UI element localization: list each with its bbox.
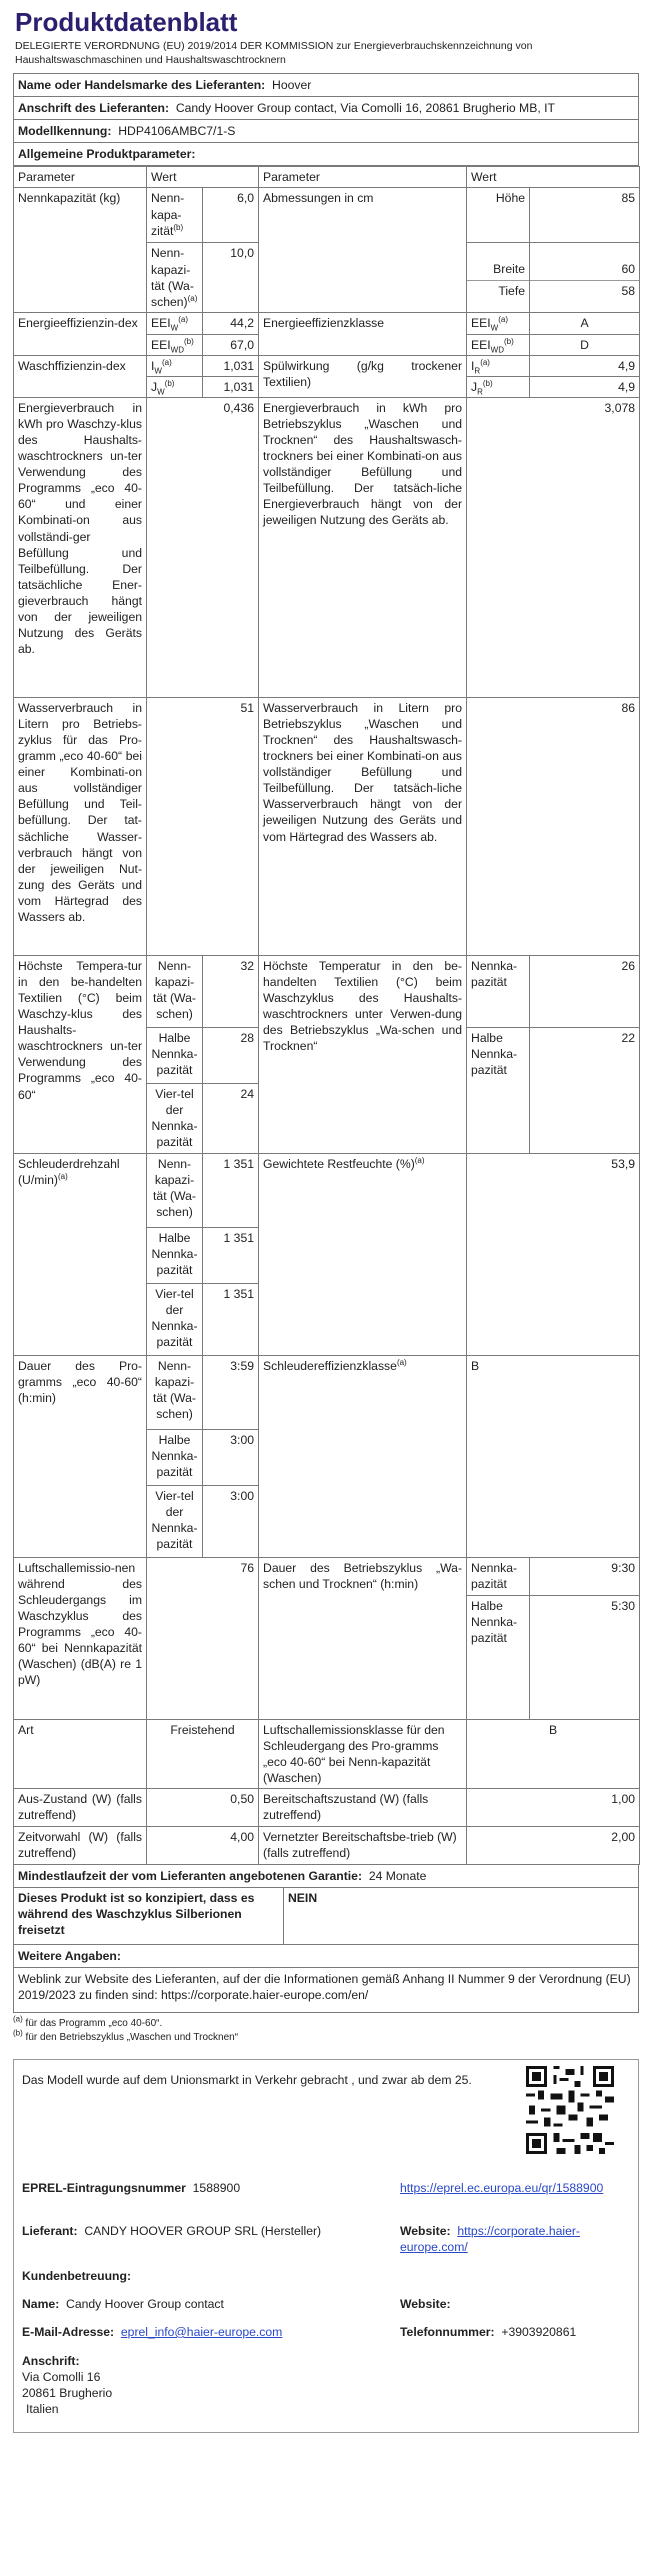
supplier-value: CANDY HOOVER GROUP SRL (Hersteller)	[84, 2223, 322, 2238]
spin-label: Schleuderdrehzahl $(U/\min)^{(a)}$	[14, 1153, 147, 1355]
dur3-label: Vier-tel der Nennka-pazität	[147, 1485, 203, 1557]
eprel-row	[22, 2180, 240, 2196]
iw-val: 1,031	[203, 355, 259, 376]
more-info-text: Weblink zur Website des Lieferanten, auf der die Informationen gemäß Anhang II Nummer 9 der Verordnung (EU) 2019/2023 zu finden sind: https://corporate.haier-europe.com/en/	[13, 1968, 639, 2013]
temp-w2-label: Halbe Nennka-pazität	[147, 1027, 203, 1083]
cycledur2-label: Halbe Nennka-pazität	[467, 1595, 530, 1719]
model-value: HDP4106AMBC7/1-S	[118, 124, 236, 139]
name-value: Candy Hoover Group contact	[66, 2296, 224, 2311]
spin3-val: 1 351	[203, 1283, 259, 1355]
network-label: Vernetzter Bereitschaftsbe-trieb (W) (falls zutreffend)	[259, 1827, 467, 1865]
phone-value: +3903920861	[501, 2324, 577, 2339]
params-table	[13, 166, 640, 1865]
energy-wash-text: Energieverbrauch in kWh pro Waschzy-klus des Haushalts-waschtrockners un-ter Verwendung des Programms „eco 40-60“ und einer Kombinati-on aus vollständi-ger Befüllung und Teilbefüllung. Der tatsächliche Ener-gieverbrauch hängt von der jeweiligen Nutzung des Geräts ab.	[14, 397, 147, 697]
temp-w2-val: 28	[203, 1027, 259, 1083]
spin2-label: Halbe Nennka-pazität	[147, 1227, 203, 1283]
capacity-val1: 6,0	[203, 188, 259, 243]
more-info-row	[13, 1945, 639, 1968]
warranty-label: Mindestlaufzeit der vom Lieferanten angebotenen Garantie:	[18, 1869, 363, 1884]
eeiwd-val: 67,0	[203, 334, 259, 355]
brand-row	[13, 73, 639, 97]
network-val: 2,00	[467, 1827, 640, 1865]
capacity-val2: 10,0	[203, 243, 259, 313]
eei-label: Energieeffizienzin-dex	[14, 313, 147, 355]
qr-code-icon	[526, 2066, 614, 2154]
eeiw-label: $EEI_W^{(a)}$	[147, 313, 203, 334]
header-value-2: Wert	[467, 167, 640, 188]
card-address-label: Anschrift:	[22, 2353, 80, 2368]
address-row	[13, 97, 639, 120]
card-address-line-3: Italien	[26, 2401, 59, 2416]
type-label: Art	[14, 1719, 147, 1788]
silver-value: NEIN	[284, 1888, 639, 1944]
footnote-a: $^{(a)}$ für das Programm „eco 40-60“.	[13, 2014, 163, 2029]
spin3-label: Vier-tel der Nennka-pazität	[147, 1283, 203, 1355]
water-cycle-text: Wasserverbrauch in Litern pro Betriebszyklus „Waschen und Trocknen“ des Haushaltswasch-trockners bei einer Kombinati-on aus vollständiger Befüllung und Teilbefüllung. Der tatsäch-liche Wasserverbrauch hängt von der jeweiligen Nutzung des Geräts und vom Härtegrad des Wassers ab.	[259, 697, 467, 955]
jw-label: $J_W^{(b)}$	[147, 376, 203, 397]
jw-val: 1,031	[203, 376, 259, 397]
moist-label: Gewichtete Restfeuchte (%)$^{(a)}$	[259, 1153, 467, 1355]
temp-cycle-text: Höchste Temperatur in den be-handelten Textilien (°C) beim Waschzyklus des Haushalts-waschtrockners unter Verwen-dung des Betriebszyklus „Wa-schen und Trocknen“	[259, 955, 467, 1153]
temp-c2-label: Halbe Nennka-pazität	[467, 1027, 530, 1153]
capacity-label: Nennkapazität (kg)	[14, 188, 147, 313]
water-wash-text: Wasserverbrauch in Litern pro Betriebs-zyklus für das Pro-gramm „eco 40-60“ bei einer Kombinati-on aus vollständiger Befüllung und Teil-befüllung. Der tat-sächliche Wasser-verbrauch hängt von der jeweiligen Nut-zung des Geräts und vom Härtegrad des Wassers ab.	[14, 697, 147, 955]
silver-label: Dieses Produkt ist so konzipiert, dass es während des Waschzyklus Silberionen freisetzt	[14, 1888, 284, 1944]
support-label: Kundenbetreuung:	[22, 2268, 131, 2283]
cycle-duration-label: Dauer des Betriebszyklus „Wa-schen und Trocknen“ (h:min)	[259, 1557, 467, 1719]
website-link[interactable]: https://corporate.haier-europe.com/	[400, 2223, 580, 2254]
eprel-link[interactable]: https://eprel.ec.europa.eu/qr/1588900	[400, 2180, 604, 2195]
energy-cycle-val: 3,078	[467, 397, 640, 697]
name-label: Name:	[22, 2296, 60, 2311]
website2-label: Website:	[400, 2296, 451, 2311]
eeclass-wd-val: D	[530, 334, 640, 355]
moist-val: 53,9	[467, 1153, 640, 1355]
page-subtitle: DELEGIERTE VERORDNUNG (EU) 2019/2014 DER KOMMISSION zur Energieverbrauchskennzeichnung von Haushaltswaschmaschinen und Haushaltswaschtrocknern	[15, 39, 533, 66]
off-label: Aus-Zustand (W) (falls zutreffend)	[14, 1789, 147, 1827]
noise-val: 76	[147, 1557, 259, 1719]
email-label: E-Mail-Adresse:	[22, 2324, 115, 2339]
dur1-val: 3:59	[203, 1355, 259, 1429]
temp-c1-val: 26	[530, 955, 640, 1027]
water-cycle-val: 86	[467, 697, 640, 955]
temp-w1-label: Nenn-kapazi-tät (Wa-schen)	[147, 955, 203, 1027]
height-label: Höhe	[467, 188, 530, 243]
eeiw-val: 44,2	[203, 313, 259, 334]
supplier-label: Lieferant:	[22, 2223, 78, 2238]
duration-label: Dauer des Pro-gramms „eco 40-60“ (h:min)	[14, 1355, 147, 1557]
rinse-label: Spülwirkung (g/kg trockener Textilien)	[259, 355, 467, 397]
contact-name-row	[22, 2296, 224, 2312]
dur3-val: 3:00	[203, 1485, 259, 1557]
eprel-card	[13, 2059, 639, 2433]
delay-label: Zeitvorwahl (W) (falls zutreffend)	[14, 1827, 147, 1865]
website-label: Website:	[400, 2223, 451, 2238]
dur2-val: 3:00	[203, 1429, 259, 1485]
cycledur1-val: 9:30	[530, 1557, 640, 1595]
page-title: Produktdatenblatt	[15, 7, 238, 37]
spin1-val: 1 351	[203, 1153, 259, 1227]
website-row	[400, 2223, 620, 2255]
eeclass-w-label: $EEI_W^{(a)}$	[467, 313, 530, 334]
standby-label: Bereitschaftszustand (W) (falls zutreffend)	[259, 1789, 467, 1827]
card-address-line-1: Via Comolli 16	[22, 2369, 101, 2384]
temp-c2-val: 22	[530, 1027, 640, 1153]
delay-val: 4,00	[147, 1827, 259, 1865]
header-param-1: Parameter	[14, 167, 147, 188]
dur1-label: Nenn-kapazi-tät (Wa-schen)	[147, 1355, 203, 1429]
jr-val: 4,9	[530, 376, 640, 397]
model-label: Modellkennung:	[18, 124, 112, 139]
brand-value: Hoover	[272, 77, 312, 92]
spinclass-val: B	[467, 1355, 640, 1557]
spin1-label: Nenn-kapazi-tät (Wa-schen)	[147, 1153, 203, 1227]
temp-w3-val: 24	[203, 1083, 259, 1153]
market-intro: Das Modell wurde auf dem Unionsmarkt in Verkehr gebracht , und zwar ab dem 25.	[22, 2072, 472, 2087]
brand-label: Name oder Handelsmarke des Lieferanten:	[18, 77, 266, 92]
address-value: Candy Hoover Group contact, Via Comolli 16, 20861 Brugherio MB, IT	[175, 101, 555, 116]
datasheet	[13, 8, 639, 2433]
temp-c1-label: Nennka-pazität	[467, 955, 530, 1027]
temp-wash-text: Höchste Tempera-tur in den be-handelten Textilien (°C) beim Waschzy-klus des Haushalts-waschtrockners un-ter Verwendung des Programms „eco 40-60“	[14, 955, 147, 1153]
spinclass-label: Schleudereffizienzklasse$^{(a)}$	[259, 1355, 467, 1557]
eeclass-w-val: A	[530, 313, 640, 334]
general-params-row	[13, 143, 639, 166]
off-val: 0,50	[147, 1789, 259, 1827]
eeiwd-label: $EEI_{WD}^{(b)}$	[147, 334, 203, 355]
footnotes	[13, 2014, 639, 2045]
address-label: Anschrift des Lieferanten:	[18, 101, 170, 116]
eeclass-wd-label: $EEI_{WD}^{(b)}$	[467, 334, 530, 355]
wash-label: Waschffizienzin-dex	[14, 355, 147, 397]
energy-wash-val: 0,436	[147, 397, 259, 697]
cycledur2-val: 5:30	[530, 1595, 640, 1719]
more-info-label: Weitere Angaben:	[18, 1948, 121, 1963]
dims-label: Abmessungen in cm	[259, 188, 467, 313]
iw-label: $I_W^{(a)}$	[147, 355, 203, 376]
height-val: 85	[530, 188, 640, 243]
phone-label: Telefonnummer:	[400, 2324, 495, 2339]
cycledur1-label: Nennka-pazität	[467, 1557, 530, 1595]
width-depth-labels: Breite Tiefe	[467, 243, 530, 313]
email-row	[22, 2324, 282, 2340]
standby-val: 1,00	[467, 1789, 640, 1827]
temp-w3-label: Vier-tel der Nennka-pazität	[147, 1083, 203, 1153]
capacity-sub1: Nenn-kapa-zität$^{(b)}$	[147, 188, 203, 243]
supplier-row	[22, 2223, 321, 2239]
silver-table	[13, 1888, 639, 1945]
noise-label: Luftschallemissio-nen während des Schleudergangs im Waschzyklus des Programms „eco 40-60“ bei Nennkapazität (Waschen) (dB(A) re 1 pW)	[14, 1557, 147, 1719]
header-param-2: Parameter	[259, 167, 467, 188]
card-address-line-2: 20861 Brugherio	[22, 2385, 113, 2400]
capacity-sub2: Nenn-kapazi-tät (Wa-schen)$^{(a)}$	[147, 243, 203, 313]
dur2-label: Halbe Nennka-pazität	[147, 1429, 203, 1485]
eeclass-label: Energieeffizienzklasse	[259, 313, 467, 355]
eprel-label: EPREL-Eintragungsnummer	[22, 2180, 186, 2195]
model-row	[13, 120, 639, 143]
type-val: Freistehend	[147, 1719, 259, 1788]
email-link[interactable]: eprel_info@haier-europe.com	[120, 2324, 283, 2339]
general-params-label: Allgemeine Produktparameter:	[18, 147, 196, 162]
ir-val: 4,9	[530, 355, 640, 376]
warranty-value: 24 Monate	[368, 1869, 427, 1884]
footnote-b: $^{(b)}$ für den Betriebszyklus „Waschen und Trocknen“	[13, 2028, 239, 2043]
ir-label: $I_R^{(a)}$	[467, 355, 530, 376]
water-wash-val: 51	[147, 697, 259, 955]
noiseclass-label: Luftschallemissionsklasse für den Schleudergang des Pro-gramms „eco 40-60“ bei Nenn-kapazität (Waschen)	[259, 1719, 467, 1788]
phone-row	[400, 2324, 576, 2340]
energy-cycle-text: Energieverbrauch in kWh pro Betriebszyklus „Waschen und Trocknen“ des Haushaltswasch-trockners bei einer Kombinati-on aus vollständiger Befüllung und Teilbefüllung. Der tatsäch-liche Energieverbrauch hängt von der jeweiligen Nutzung des Geräts ab.	[259, 397, 467, 697]
temp-w1-val: 32	[203, 955, 259, 1027]
eprel-value: 1588900	[192, 2180, 241, 2195]
header-value-1: Wert	[147, 167, 259, 188]
warranty-row	[13, 1865, 639, 1888]
width-depth-vals: 60 58	[530, 243, 640, 313]
spin2-val: 1 351	[203, 1227, 259, 1283]
jr-label: $J_R^{(b)}$	[467, 376, 530, 397]
noiseclass-val: B	[467, 1719, 640, 1788]
